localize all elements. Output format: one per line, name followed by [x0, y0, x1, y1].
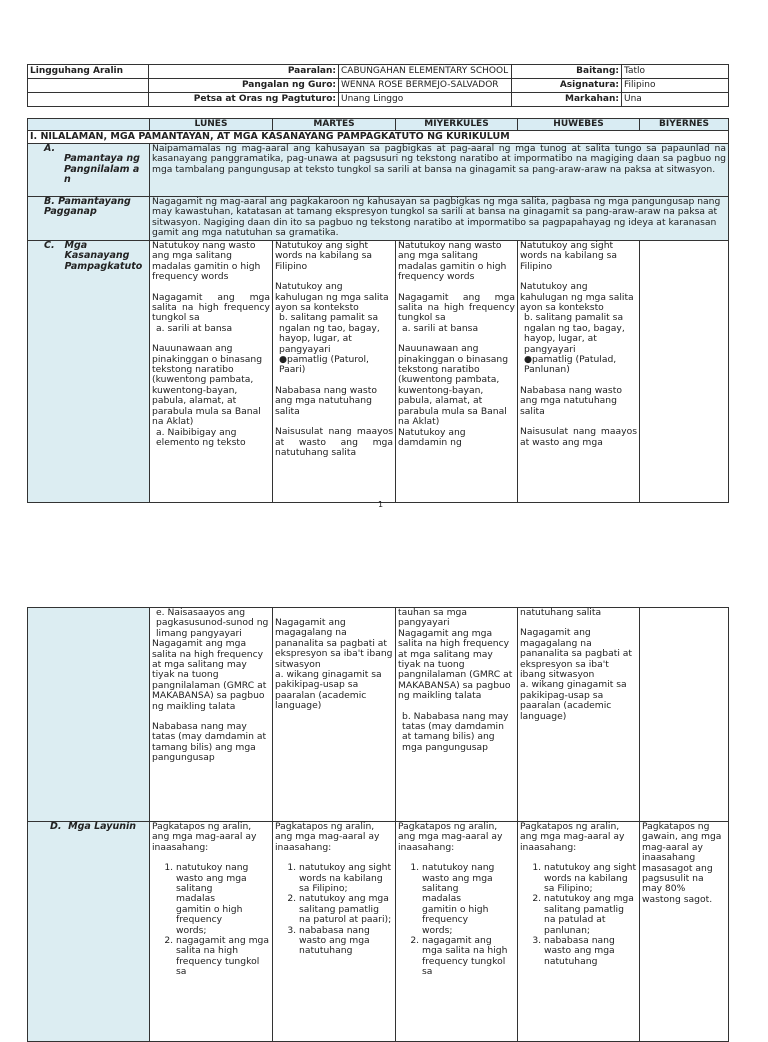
grade-value: Tatlo: [622, 65, 729, 79]
objective-intro: Pagkatapos ng aralin, ang mga mag-aaral ay inaasahang:: [275, 821, 380, 853]
competency-text: Nababasa nang wasto ang mga natutuhang salita: [275, 384, 377, 417]
day-header-martes: MARTES: [273, 119, 396, 131]
lesson-plan-title: Lingguhang Aralin: [28, 65, 149, 79]
day-header-empty: [28, 119, 150, 131]
objective-list: [275, 863, 393, 957]
page-number: 1: [378, 500, 384, 509]
row-d-lunes: [150, 822, 273, 1042]
objective-list: [398, 863, 515, 977]
row-a-letter: A.: [44, 143, 56, 154]
quarter-value: Una: [622, 93, 729, 107]
row-c-huwebes: [518, 241, 640, 503]
competency-text: Nauunawaan ang pinakinggan o binasang tekstong naratibo (kuwentong pambata, kuwentong-bayan, pabula, alamat, at parabula mula sa Banal na Aklat): [152, 343, 263, 428]
competency-text: tauhan sa mga pangyayari: [398, 607, 468, 629]
teacher-value: WENNA ROSE BERMEJO-SALVADOR: [339, 79, 512, 93]
objective-item: 2. natutukoy ang mga salitang pamatlig na paturol at paari);: [299, 894, 393, 925]
row-b-label: [28, 197, 150, 241]
quarter-label: Markahan:: [512, 93, 622, 107]
row-c-label: [28, 241, 150, 503]
row-d-miyerkules: [396, 822, 518, 1042]
competency-text: Natutukoy ang kahulugan ng mga salita ayon sa konteksto: [275, 281, 389, 314]
row-d-biyernes: Pagkatapos ng gawain, ang mga mag-aaral ay inaasahang masasagot ang pagsusulit na may 80% wastong sagot.: [640, 822, 729, 1042]
competency-text: Nagagamit ang mga salita na high frequency tungkol sa: [398, 291, 515, 324]
objective-item: 2. nagagamit ang mga salita na high frequency tungkol sa: [176, 936, 270, 978]
competency-text: Natutukoy nang wasto ang mga salitang madalas gamitin o high frequency words: [152, 240, 261, 283]
competency-text: a. Naibibigay ang elemento ng teksto: [156, 426, 246, 448]
row-c-label-continued: [28, 608, 150, 822]
grade-label: Baitang:: [512, 65, 622, 79]
row-b-letter: B.: [44, 196, 55, 207]
section-heading: I. NILALAMAN, MGA PAMANTAYAN, AT MGA KASANAYANG PAMPAGKATUTO NG KURIKULUM: [28, 131, 729, 144]
date-label: Petsa at Oras ng Pagtuturo:: [149, 93, 339, 107]
objective-intro: Pagkatapos ng aralin, ang mga mag-aaral ay inaasahang:: [520, 821, 625, 853]
row-c-biyernes-continued: [640, 608, 729, 822]
competency-text: Nauunawaan ang pinakinggan o binasang tekstong naratibo (kuwentong pambata, kuwentong-bayan, pabula, alamat, at parabula mula sa Banal na Aklat): [398, 343, 509, 428]
competency-text: Naisusulat nang maayos at wasto ang mga: [520, 426, 637, 448]
objective-item: 3. nababasa nang wasto ang mga natutuhang: [299, 926, 393, 957]
objective-item: 1. natutukoy nang wasto ang mga salitang madalas gamitin o high frequency words;: [176, 863, 270, 936]
row-b-content: Nagagamit ng mag-aaral ang pagkakaroon ng kahusayan sa pagbigkas ng mga salita, pagbasa ng mga pangungusap nang may kawastuhan, katatasan at tamang ekspresyon tungkol sa sarili at bansa na ginagamit sa pang-araw-araw na paksa at sitwasyon. Nagiging daan din ito sa pagbuo ng tekstong naratibo at impormatibo sa pagpapahayag ng ideya at karanasan gamit ang mga natutuhan sa gramatika.: [150, 197, 729, 241]
row-c-letter: C.: [44, 240, 55, 251]
competency-text: a. sarili at bansa: [402, 322, 479, 334]
competency-text: ●pamatlig (Patulad, Panlunan): [524, 354, 617, 376]
header-empty-cell: [28, 93, 149, 107]
competency-text: ●pamatlig (Paturol, Paari): [279, 354, 369, 376]
date-value: Unang Linggo: [339, 93, 512, 107]
objective-list: [520, 863, 637, 967]
competency-text: b. salitang pamalit sa ngalan ng tao, bagay, hayop, lugar, at pangyayari: [279, 312, 380, 355]
competency-text: Natutukoy ang sight words na kabilang sa Filipino: [275, 240, 373, 272]
header-table: [27, 64, 729, 107]
row-c-lunes: [150, 241, 273, 503]
row-d-letter: D.: [50, 821, 62, 832]
row-b-title: Pamantayang Pagganap: [44, 196, 131, 218]
competency-text: a. wikang ginagamit sa pakikipag-usap sa paaralan (academic language): [520, 679, 627, 722]
objective-item: 2. nagagamit ang mga salita na high frequency tungkol sa: [422, 936, 515, 978]
row-a-content: Naipamamalas ng mag-aaral ang kahusayan sa pagbigkas at pag-aaral ng mga tunog at salita tungo sa papaunlad na kasanayang panggramatika, pag-unawa at pagsusuri ng tekstong naratibo at impormatibo na magiging daan sa pagbuo ng mga tambalang pangungusap at teksto tungkol sa sarili at bansa na ginagamit sa pang-araw-araw na paksa at sitwasyon.: [150, 144, 729, 197]
objective-intro: Pagkatapos ng aralin, ang mga mag-aaral ay inaasahang:: [398, 821, 503, 853]
objective-item: 2. natutukoy ang mga salitang pamatlig na patulad at panlunan;: [544, 894, 637, 936]
subject-label: Asignatura:: [512, 79, 622, 93]
objective-list: [152, 863, 270, 977]
day-header-biyernes: BIYERNES: [640, 119, 729, 131]
row-c-miyerkules: [396, 241, 518, 503]
objective-item: 1. natutukoy ang sight words na kabilang sa Filipino;: [299, 863, 393, 894]
header-empty-cell: [28, 79, 149, 93]
competency-text: e. Naisasaayos ang pagkasusunod-sunod ng limang pangyayari: [156, 607, 269, 639]
competency-text: a. sarili at bansa: [156, 322, 233, 334]
row-c-biyernes: [640, 241, 729, 503]
competency-text: Nagagamit ang mga salita na high frequency tungkol sa: [152, 291, 270, 324]
row-c-miyerkules-continued: [396, 608, 518, 822]
competency-text: Natutukoy nang wasto ang mga salitang madalas gamitin o high frequency words: [398, 240, 507, 283]
competency-text: b. salitang pamalit sa ngalan ng tao, bagay, hayop, lugar, at pangyayari: [524, 312, 625, 355]
competency-text: Nagagamit ang magagalang na pananalita sa pagbati at ekspresyon sa iba't ibang sitwasyon: [275, 617, 393, 670]
school-label: Paaralan:: [149, 65, 339, 79]
row-c-martes: [273, 241, 396, 503]
row-d-label: [28, 822, 150, 1042]
row-c-martes-continued: [273, 608, 396, 822]
objective-item: 3. nababasa nang wasto ang mga natutuhang: [544, 936, 637, 967]
competency-text: b. Nababasa nang may tatas (may damdamin at tamang bilis) ang mga pangungusap: [402, 710, 509, 753]
objective-item: 1. natutukoy ang sight words na kabilang sa Filipino;: [544, 863, 637, 894]
day-header-huwebes: HUWEBES: [518, 119, 640, 131]
competency-text: a. wikang ginagamit sa pakikipag-usap sa paaralan (academic language): [275, 669, 382, 712]
competency-text: Nababasa nang may tatas (may damdamin at tamang bilis) ang mga pangungusap: [152, 721, 267, 764]
competency-text: Naisusulat nang maayos at wasto ang mga natutuhang salita: [275, 426, 393, 458]
competency-text: Natutukoy ang damdamin ng: [398, 426, 466, 448]
subject-value: Filipino: [622, 79, 729, 93]
objective-intro: Pagkatapos ng aralin, ang mga mag-aaral ay inaasahang:: [152, 821, 257, 853]
main-table: [27, 118, 729, 503]
row-d-huwebes: [518, 822, 640, 1042]
competency-text: Nagagamit ang mga salita na high frequency at mga salitang may tiyak na tuong pangnilalaman (GMRC at MAKABANSA) sa pagbuo ng maikling talata: [398, 627, 513, 702]
row-c-title: Mga Kasanayang Pampagkatuto: [64, 240, 143, 272]
row-c-lunes-continued: [150, 608, 273, 822]
objective-item: 1. natutukoy nang wasto ang mga salitang madalas gamitin o high frequency words;: [422, 863, 515, 936]
day-header-miyerkules: MIYERKULES: [396, 119, 518, 131]
row-c-huwebes-continued: [518, 608, 640, 822]
competency-text: Nagagamit ang mga salita na high frequency at mga salitang may tiyak na tuong pangnilalaman (GMRC at MAKABANSA) sa pagbuo ng maikling talata: [152, 638, 267, 712]
competency-text: Natutukoy ang sight words na kabilang sa Filipino: [520, 240, 618, 272]
competency-text: Natutukoy ang kahulugan ng mga salita ayon sa konteksto: [520, 281, 634, 314]
day-header-lunes: LUNES: [150, 119, 273, 131]
competency-text: Nagagamit ang magagalang na pananalita sa pagbati at ekspresyon sa iba't ibang sitwasyon: [520, 627, 633, 681]
continuation-table: [27, 607, 729, 1042]
teacher-label: Pangalan ng Guro:: [149, 79, 339, 93]
row-a-label: [28, 144, 150, 197]
row-a-title: Pamantaya ng Pangnilalam a n: [64, 153, 140, 186]
row-d-martes: [273, 822, 396, 1042]
row-d-title: Mga Layunin: [68, 821, 137, 832]
competency-text: Nababasa nang wasto ang mga natutuhang salita: [520, 384, 622, 417]
school-value: CABUNGAHAN ELEMENTARY SCHOOL: [339, 65, 512, 79]
competency-text: natutuhang salita: [520, 607, 602, 618]
